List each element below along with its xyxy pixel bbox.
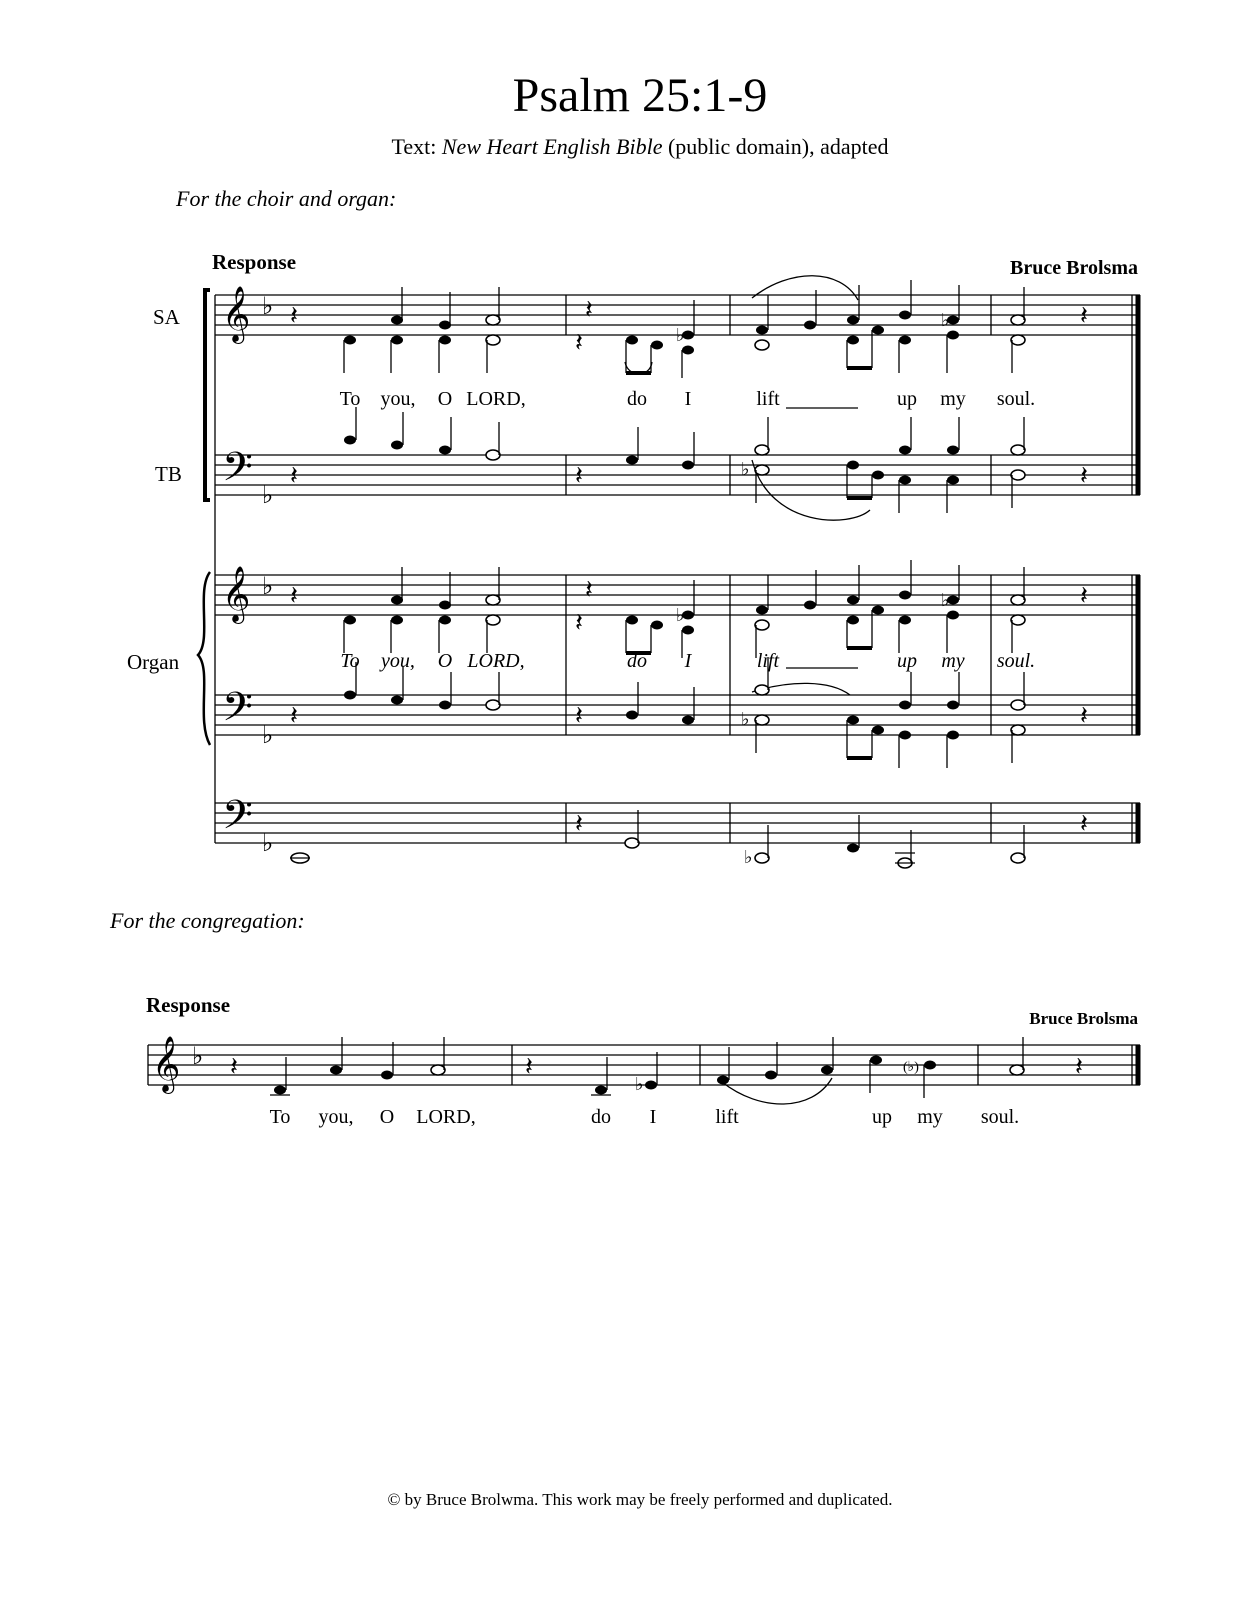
svg-text:𝄽: 𝄽 <box>575 809 583 838</box>
lyric-syllable: my <box>940 388 966 410</box>
svg-text:♭: ♭ <box>192 1044 204 1070</box>
lyric-syllable: To <box>340 650 360 672</box>
svg-text:♭: ♭ <box>262 723 274 749</box>
organ-treble-clef-icon: 𝄞 <box>222 568 251 621</box>
text-credit-source: New Heart English Bible <box>441 134 663 159</box>
svg-text:♭: ♭ <box>941 590 950 610</box>
svg-text:♭: ♭ <box>676 605 685 625</box>
svg-text:𝄽: 𝄽 <box>290 301 298 330</box>
organ-lyrics-line <box>0 650 1236 680</box>
lyric-syllable: LORD, <box>466 388 526 410</box>
lyric-syllable: soul. <box>996 388 1036 410</box>
lyric-syllable: O <box>379 1106 395 1128</box>
treble-clef-icon: 𝄞 <box>152 1038 181 1091</box>
choir-response-label: Response <box>212 250 297 274</box>
lyric-syllable: do <box>627 650 647 672</box>
lyric-syllable: lift <box>756 650 780 672</box>
svg-text:𝄽: 𝄽 <box>290 581 298 610</box>
svg-text:𝄽: 𝄽 <box>1080 461 1088 490</box>
svg-text:♭: ♭ <box>262 831 274 857</box>
lyric-syllable: my <box>917 1106 943 1128</box>
svg-text:𝄽: 𝄽 <box>1080 301 1088 330</box>
lyric-syllable: do <box>591 1106 611 1128</box>
lyric-syllable: O <box>437 650 453 672</box>
lyric-syllable: lift <box>756 388 780 410</box>
svg-text:𝄽: 𝄽 <box>1080 701 1088 730</box>
lyric-syllable: up <box>897 388 917 410</box>
lyric-syllable: To <box>339 388 361 410</box>
svg-text:𝄽: 𝄽 <box>585 295 593 324</box>
svg-text:♭: ♭ <box>741 709 750 729</box>
tb-bass-clef-icon: 𝄢 <box>222 446 253 499</box>
cautionary-flat: (♭) <box>903 1060 919 1075</box>
svg-text:𝄽: 𝄽 <box>1080 809 1088 838</box>
sa-treble-clef-icon: 𝄞 <box>222 288 251 341</box>
staff-label-sa: SA <box>153 305 180 329</box>
congregation-section-heading: For the congregation: <box>110 908 305 933</box>
svg-text:𝄽: 𝄽 <box>290 461 298 490</box>
organ-bass-staff <box>215 695 1140 735</box>
svg-text:♭: ♭ <box>262 483 274 509</box>
lyric-syllable: LORD, <box>467 650 525 672</box>
lyric-syllable: lift <box>715 1106 739 1128</box>
pedal-bass-clef-icon: 𝄢 <box>222 794 253 847</box>
lyric-syllable: you, <box>380 388 416 410</box>
svg-text:𝄽: 𝄽 <box>230 1052 238 1081</box>
staff-label-tb: TB <box>155 462 182 486</box>
congregation-composer: Bruce Brolsma <box>1029 1009 1138 1028</box>
lyric-syllable: do <box>627 388 647 410</box>
svg-text:𝄽: 𝄽 <box>525 1052 533 1081</box>
lyric-syllable: soul. <box>996 650 1036 672</box>
svg-text:♭: ♭ <box>262 294 274 320</box>
svg-text:♭: ♭ <box>744 847 753 867</box>
svg-text:𝄽: 𝄽 <box>585 575 593 604</box>
lyric-syllable: O <box>437 388 453 410</box>
copyright-notice: © by Bruce Brolwma. This work may be freely performed and duplicated. <box>387 1490 893 1509</box>
congregation-response-label: Response <box>146 993 231 1017</box>
svg-text:𝄽: 𝄽 <box>575 461 583 490</box>
choir-section-heading: For the choir and organ: <box>176 186 397 211</box>
text-credit-prefix: Text: <box>391 134 442 159</box>
lyric-syllable: I <box>649 1106 657 1128</box>
pedal-staff <box>215 803 1140 843</box>
lyric-syllable: you, <box>381 650 415 672</box>
lyric-syllable: I <box>684 388 692 410</box>
lyric-syllable: up <box>897 650 917 672</box>
organ-bass-clef-icon: 𝄢 <box>222 686 253 739</box>
lyric-syllable: I <box>684 650 692 672</box>
svg-text:𝄽: 𝄽 <box>290 701 298 730</box>
svg-text:𝄽: 𝄽 <box>575 701 583 730</box>
congregation-staff <box>0 1030 1236 1110</box>
svg-text:𝄽: 𝄽 <box>1075 1052 1083 1081</box>
congregation-lyrics-line <box>0 1106 1236 1136</box>
svg-text:♭: ♭ <box>262 574 274 600</box>
svg-text:♭: ♭ <box>676 325 685 345</box>
lyric-syllable: you, <box>318 1106 354 1128</box>
svg-text:♭: ♭ <box>941 310 950 330</box>
svg-text:♭: ♭ <box>741 459 750 479</box>
lyric-syllable: LORD, <box>416 1106 476 1128</box>
lyric-syllable: To <box>269 1106 291 1128</box>
svg-text:𝄽: 𝄽 <box>575 608 583 637</box>
lyric-syllable: soul. <box>980 1106 1020 1128</box>
lyric-syllable: my <box>941 650 965 672</box>
svg-text:♭: ♭ <box>635 1074 644 1094</box>
svg-text:𝄽: 𝄽 <box>1080 581 1088 610</box>
tb-staff <box>215 455 1140 495</box>
text-credit-suffix: (public domain), adapted <box>662 134 889 159</box>
staff-label-organ: Organ <box>127 650 180 674</box>
page-title: Psalm 25:1-9 <box>512 69 768 122</box>
choir-composer: Bruce Brolsma <box>1010 257 1138 279</box>
lyric-syllable: up <box>872 1106 892 1128</box>
choir-lyrics-line <box>0 388 1236 418</box>
svg-text:𝄽: 𝄽 <box>575 328 583 357</box>
